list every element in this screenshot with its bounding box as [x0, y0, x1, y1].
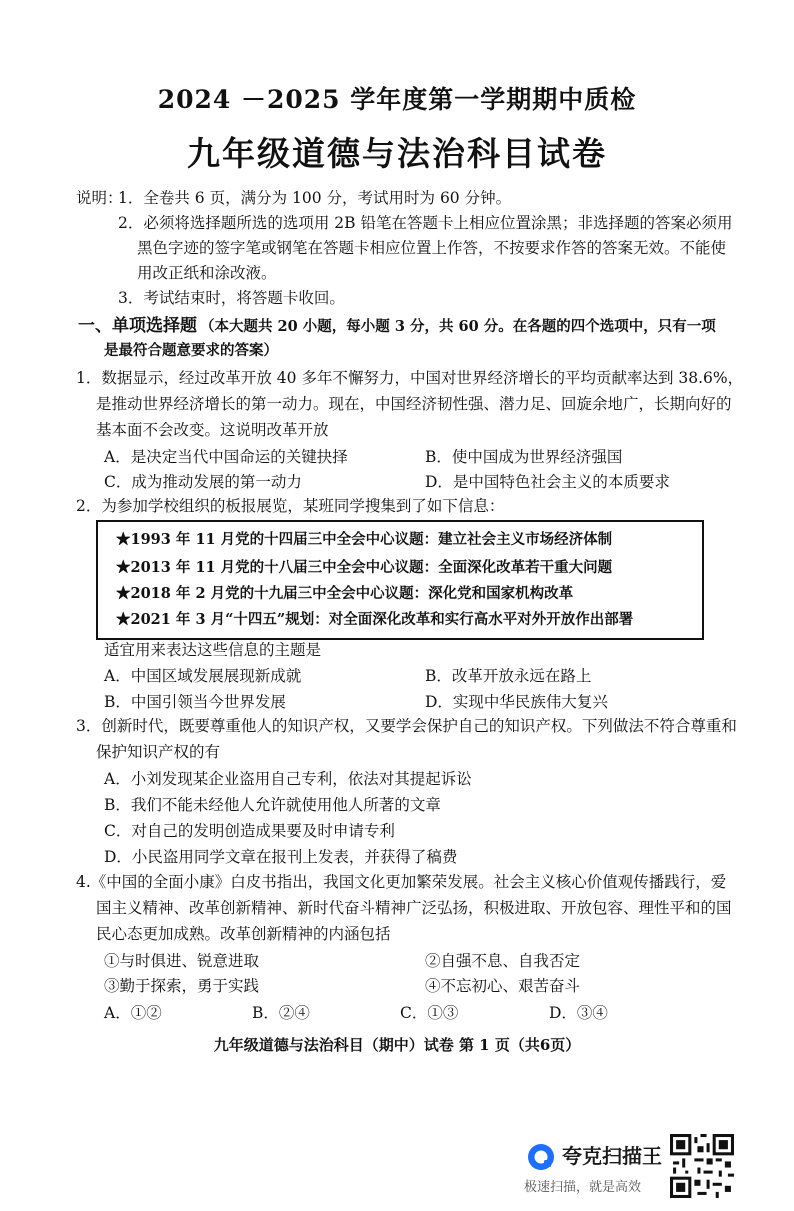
section-heading: 一、单项选择题 — [78, 316, 197, 336]
info-box-line: ★2013 年 11 月党的十八届三中全会中心议题：全面深化改革若干重大问题 — [116, 559, 613, 576]
question-3-option-b: B．我们不能未经他人允许就使用他人所著的文章 — [104, 796, 441, 814]
question-4-option-b: B．②④ — [252, 1004, 310, 1022]
info-box-line: ★1993 年 11 月党的十四届三中全会中心议题：建立社会主义市场经济体制 — [116, 531, 613, 548]
instructions-label: 说明： — [76, 189, 123, 207]
question-1-stem: 是推动世界经济增长的第一动力。现在，中国经济韧性强、潜力足、回旋余地广，长期向好的 — [96, 395, 732, 413]
question-4-item: ①与时俱进、锐意进取 — [104, 952, 260, 970]
question-3-stem: 3．创新时代，既要尊重他人的知识产权，又要学会保护自己的知识产权。下列做法不符合尊重和 — [76, 717, 737, 735]
question-4-item: ④不忘初心、艰苦奋斗 — [425, 977, 581, 995]
question-4-option-c: C．①③ — [400, 1004, 459, 1022]
question-2-option-b: B．改革开放永远在路上 — [425, 667, 592, 685]
instruction-item: 2．必须将选择题所选的选项用 2B 铅笔在答题卡上相应位置涂黑；非选择题的答案必须用 — [118, 214, 733, 232]
info-box-line: ★2021 年 3 月“十四五”规划：对全面深化改革和实行高水平对外开放作出部署 — [116, 611, 634, 628]
question-3-option-d: D．小民盗用同学文章在报刊上发表，并获得了稿费 — [104, 848, 458, 866]
question-1-stem: 1．数据显示，经过改革开放 40 多年不懈努力，中国对世界经济增长的平均贡献率达到 38.6%， — [76, 369, 744, 387]
question-2-stem: 2．为参加学校组织的板报展览，某班同学搜集到了如下信息： — [76, 497, 505, 515]
question-2-option-d: D．实现中华民族伟大复兴 — [425, 693, 608, 711]
qr-code-icon — [670, 1134, 734, 1198]
question-4-stem: 4.《中国的全面小康》白皮书指出，我国文化更加繁荣发展。社会主义核心价值观传播践行，爱 — [76, 873, 727, 891]
question-1-option-c: C．成为推动发展的第一动力 — [104, 473, 302, 491]
question-3-option-c: C．对自己的发明创造成果要及时申请专利 — [104, 822, 395, 840]
scanner-watermark — [520, 1136, 670, 1196]
instruction-item: 用改正纸和涂改液。 — [137, 264, 277, 282]
watermark-slogan: 极速扫描，就是高效 — [524, 1180, 642, 1195]
question-1-stem: 基本面不会改变。这说明改革开放 — [96, 421, 329, 439]
section-note: （本大题共 20 小题，每小题 3 分，共 60 分。在各题的四个选项中，只有一项 — [200, 318, 716, 335]
question-4-stem: 民心态更加成熟。改革创新精神的内涵包括 — [96, 925, 391, 943]
quark-logo-icon — [526, 1142, 556, 1172]
question-1-option-d: D．是中国特色社会主义的本质要求 — [425, 473, 670, 491]
question-2-option-a: A．中国区域发展展现新成就 — [104, 667, 302, 685]
question-4-item: ②自强不息、自我否定 — [425, 952, 581, 970]
instruction-item: 3．考试结束时，将答题卡收回。 — [118, 289, 345, 307]
exam-title: 2024 －2025 学年度第一学期期中质检 — [157, 85, 637, 114]
info-box-line: ★2018 年 2 月党的十九届三中全会中心议题：深化党和国家机构改革 — [116, 585, 574, 602]
watermark-brand-name: 夸克扫描王 — [562, 1144, 662, 1168]
instruction-item: 黑色字迹的签字笔或钢笔在答题卡相应位置上作答，不按要求作答的答案无效。不能使 — [137, 239, 727, 257]
question-2-info-box — [96, 520, 704, 640]
question-1-option-a: A．是决定当代中国命运的关键抉择 — [104, 448, 348, 466]
page-footer: 九年级道德与法治科目（期中）试卷 第 1 页（共6页） — [213, 1036, 581, 1054]
question-1-option-b: B．使中国成为世界经济强国 — [425, 448, 623, 466]
question-3-stem: 保护知识产权的有 — [96, 743, 221, 761]
question-2-option-c: B．中国引领当今世界发展 — [104, 693, 286, 711]
instruction-item: 1．全卷共 6 页，满分为 100 分，考试用时为 60 分钟。 — [118, 189, 512, 207]
exam-subtitle: 九年级道德与法治科目试卷 — [187, 134, 607, 173]
section-note: 是最符合题意要求的答案） — [104, 342, 278, 359]
question-3-option-a: A．小刘发现某企业盗用自己专利，依法对其提起诉讼 — [104, 770, 472, 788]
question-4-option-a: A．①② — [104, 1004, 162, 1022]
question-2-prompt: 适宜用来表达这些信息的主题是 — [104, 641, 322, 659]
question-4-item: ③勤于探索，勇于实践 — [104, 977, 260, 995]
question-4-option-d: D．③④ — [549, 1004, 608, 1022]
question-4-stem: 国主义精神、改革创新精神、新时代奋斗精神广泛弘扬，积极进取、开放包容、理性平和的国 — [96, 899, 732, 917]
